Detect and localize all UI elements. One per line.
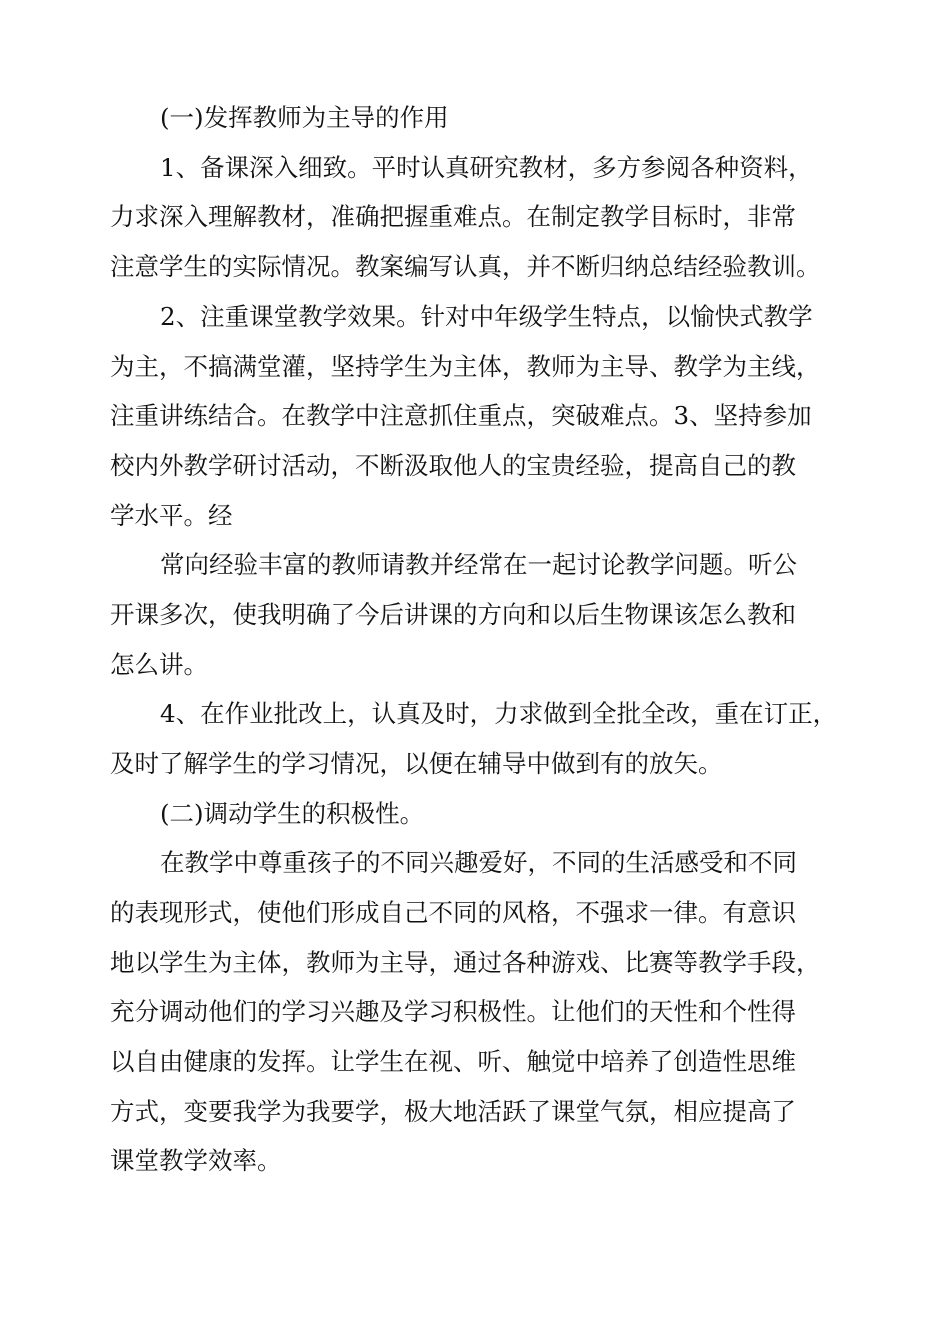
paragraph-line: 及时了解学生的学习情况，以便在辅导中做到有的放矢。	[110, 749, 723, 778]
paragraph-line: 地以学生为主体，教师为主导，通过各种游戏、比赛等教学手段，	[110, 948, 821, 977]
paragraph-line: 2、注重课堂教学效果。针对中年级学生特点，以愉快式教学	[160, 302, 813, 331]
paragraph-line: 为主，不搞满堂灌，坚持学生为主体，教师为主导、教学为主线，	[110, 352, 821, 381]
paragraph-line: 校内外教学研讨活动，不断汲取他人的宝贵经验，提高自己的教	[110, 451, 796, 480]
paragraph-line: 学水平。经	[110, 501, 233, 530]
paragraph-line: 课堂教学效率。	[110, 1146, 282, 1175]
paragraph-line: 力求深入理解教材，准确把握重难点。在制定教学目标时，非常	[110, 202, 796, 231]
paragraph-line: 的表现形式，使他们形成自己不同的风格，不强求一律。有意识	[110, 898, 796, 927]
paragraph-line: 方式，变要我学为我要学，极大地活跃了课堂气氛，相应提高了	[110, 1097, 796, 1126]
paragraph-line: 在教学中尊重孩子的不同兴趣爱好，不同的生活感受和不同	[160, 848, 797, 877]
paragraph-line: 以自由健康的发挥。让学生在视、听、触觉中培养了创造性思维	[110, 1047, 796, 1076]
heading-student-initiative: (二)调动学生的积极性。	[160, 799, 425, 828]
paragraph-line: 4、在作业批改上，认真及时，力求做到全批全改，重在订正，	[160, 699, 838, 728]
paragraph-line: 常向经验丰富的教师请教并经常在一起讨论教学问题。听公	[160, 550, 797, 579]
paragraph-line: 充分调动他们的学习兴趣及学习积极性。让他们的天性和个性得	[110, 997, 796, 1026]
heading-teacher-role: (一)发挥教师为主导的作用	[160, 103, 449, 132]
paragraph-line: 注意学生的实际情况。教案编写认真，并不断归纳总结经验教训。	[110, 252, 821, 281]
paragraph-line: 开课多次，使我明确了今后讲课的方向和以后生物课该怎么教和	[110, 600, 796, 629]
paragraph-line: 1、备课深入细致。平时认真研究教材，多方参阅各种资料，	[160, 153, 813, 182]
paragraph-line: 注重讲练结合。在教学中注意抓住重点，突破难点。3、坚持参加	[110, 401, 812, 430]
paragraph-line: 怎么讲。	[110, 650, 208, 679]
